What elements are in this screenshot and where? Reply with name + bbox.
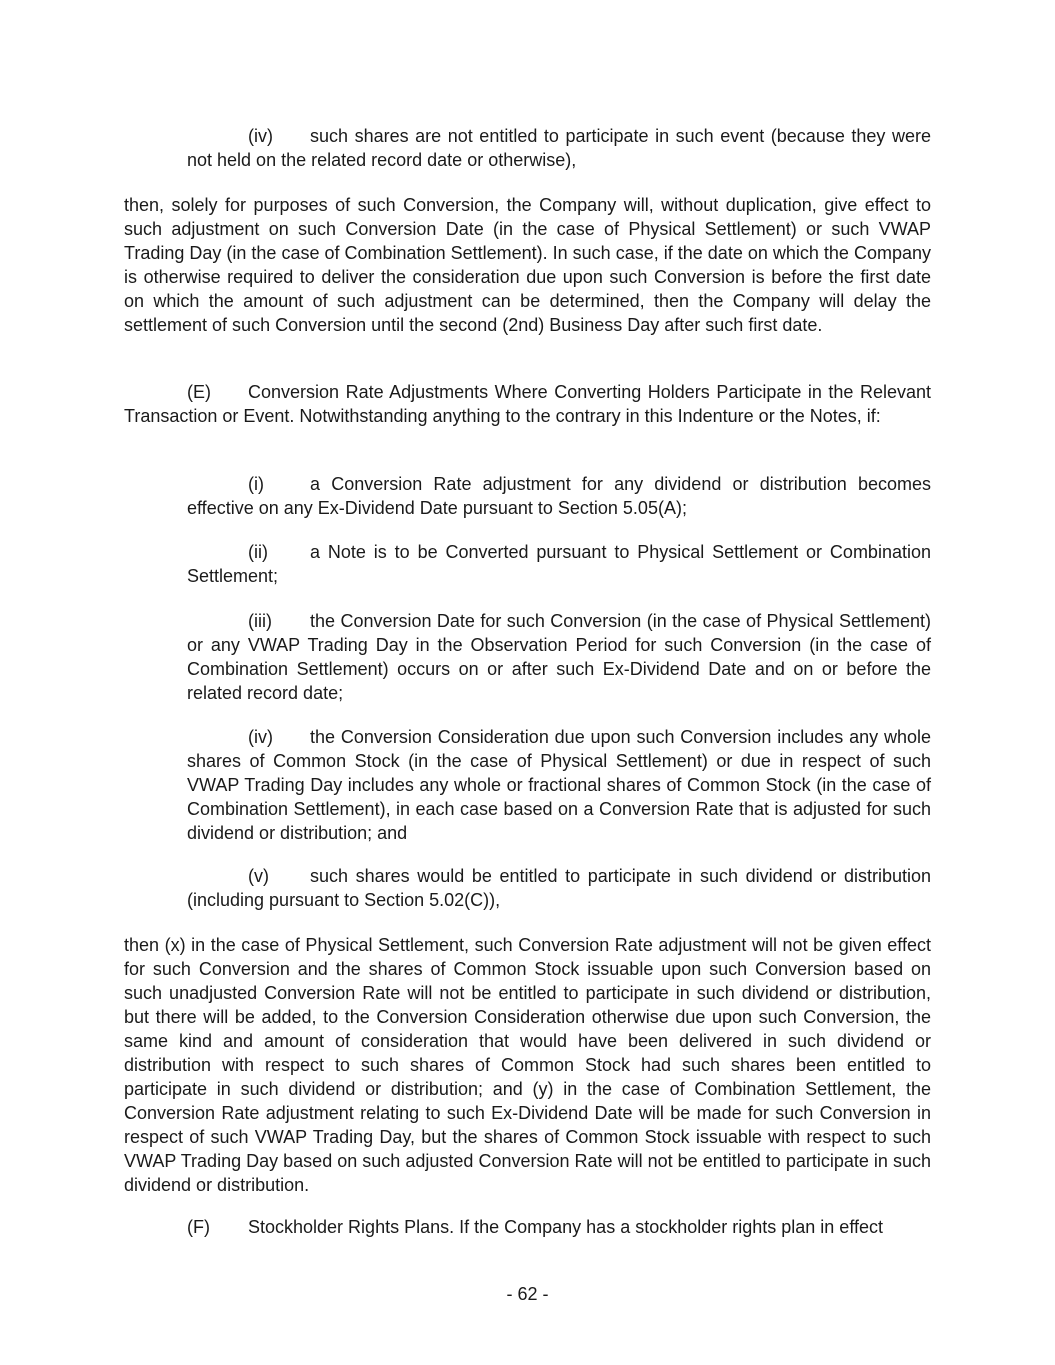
section-f-heading bbox=[124, 1215, 931, 1239]
page-number: - 62 - bbox=[506, 1284, 549, 1304]
paragraph-then-solely bbox=[124, 193, 931, 337]
clause-text: such shares would be entitled to participate in such dividend or distribution (including pursuant to Section 5.02(C)), bbox=[187, 866, 931, 910]
clause-iv-top bbox=[187, 124, 931, 172]
clause-text: the Conversion Date for such Conversion (in the case of Physical Settlement) or any VWAP Trading Day in the Observation Period for such Conversion (in the case of Combination Settlement) occurs on or after such Ex-Dividend Date and on or before the related record date; bbox=[187, 611, 931, 703]
paragraph-text: then (x) in the case of Physical Settlement, such Conversion Rate adjustment will not be given effect for such Conversion and the shares of Common Stock issuable upon such Conversion based on such unadjusted Conversion Rate will not be entitled to participate in such dividend or distribution, but there will be added, to the Conversion Consideration otherwise due upon such Conversion, the same kind and amount of consideration that would have been delivered in such dividend or distribution with respect to such shares of Common Stock had such shares been entitled to participate in such dividend or distribution; and (y) in the case of Combination Settlement, the Conversion Rate adjustment relating to such Ex-Dividend Date will be made for such Conversion in respect of such VWAP Trading Day, but the shares of Common Stock issuable with respect to such VWAP Trading Day based on such adjusted Conversion Rate will not be entitled to participate in such dividend or distribution. bbox=[124, 935, 931, 1195]
clause-e-i bbox=[187, 472, 931, 520]
clause-e-iv bbox=[187, 725, 931, 845]
section-text: Conversion Rate Adjustments Where Converting Holders Participate in the Relevant Transaction or Event. Notwithstanding anything to the contrary in this Indenture or the Notes, if: bbox=[124, 382, 931, 426]
paragraph-then-x bbox=[124, 933, 931, 1197]
clause-label: (iii) bbox=[248, 611, 272, 631]
clause-text: a Conversion Rate adjustment for any dividend or distribution becomes effective on any Ex-Dividend Date pursuant to Section 5.05(A); bbox=[187, 474, 931, 518]
section-e-heading bbox=[124, 380, 931, 428]
clause-text: a Note is to be Converted pursuant to Physical Settlement or Combination Settlement; bbox=[187, 542, 931, 586]
clause-e-ii bbox=[187, 540, 931, 588]
clause-label: (iv) bbox=[248, 727, 273, 747]
clause-text: the Conversion Consideration due upon such Conversion includes any whole shares of Common Stock (in the case of Physical Settlement) or due in respect of such VWAP Trading Day includes any whole or fractional shares of Common Stock (in the case of Combination Settlement), in each case based on a Conversion Rate that is adjusted for such dividend or distribution; and bbox=[187, 727, 931, 843]
section-text: Stockholder Rights Plans. If the Company has a stockholder rights plan in effect bbox=[248, 1217, 884, 1237]
clause-label: (v) bbox=[248, 866, 269, 886]
clause-label: (iv) bbox=[248, 126, 273, 146]
clause-e-iii bbox=[187, 609, 931, 705]
clause-e-v bbox=[187, 864, 931, 912]
clause-text: such shares are not entitled to participate in such event (because they were not held on the related record date or otherwise), bbox=[187, 126, 931, 170]
section-label: (F) bbox=[187, 1217, 210, 1237]
clause-label: (ii) bbox=[248, 542, 268, 562]
clause-label: (i) bbox=[248, 474, 264, 494]
section-label: (E) bbox=[187, 382, 211, 402]
paragraph-text: then, solely for purposes of such Conversion, the Company will, without duplication, give effect to such adjustment on such Conversion Date (in the case of Physical Settlement) or such VWAP Trading Day (in the case of Combination Settlement). In such case, if the date on which the Company is otherwise required to deliver the consideration due upon such Conversion is before the first date on which the amount of such adjustment can be determined, then the Company will delay the settlement of such Conversion until the second (2nd) Business Day after such first date. bbox=[124, 195, 931, 335]
